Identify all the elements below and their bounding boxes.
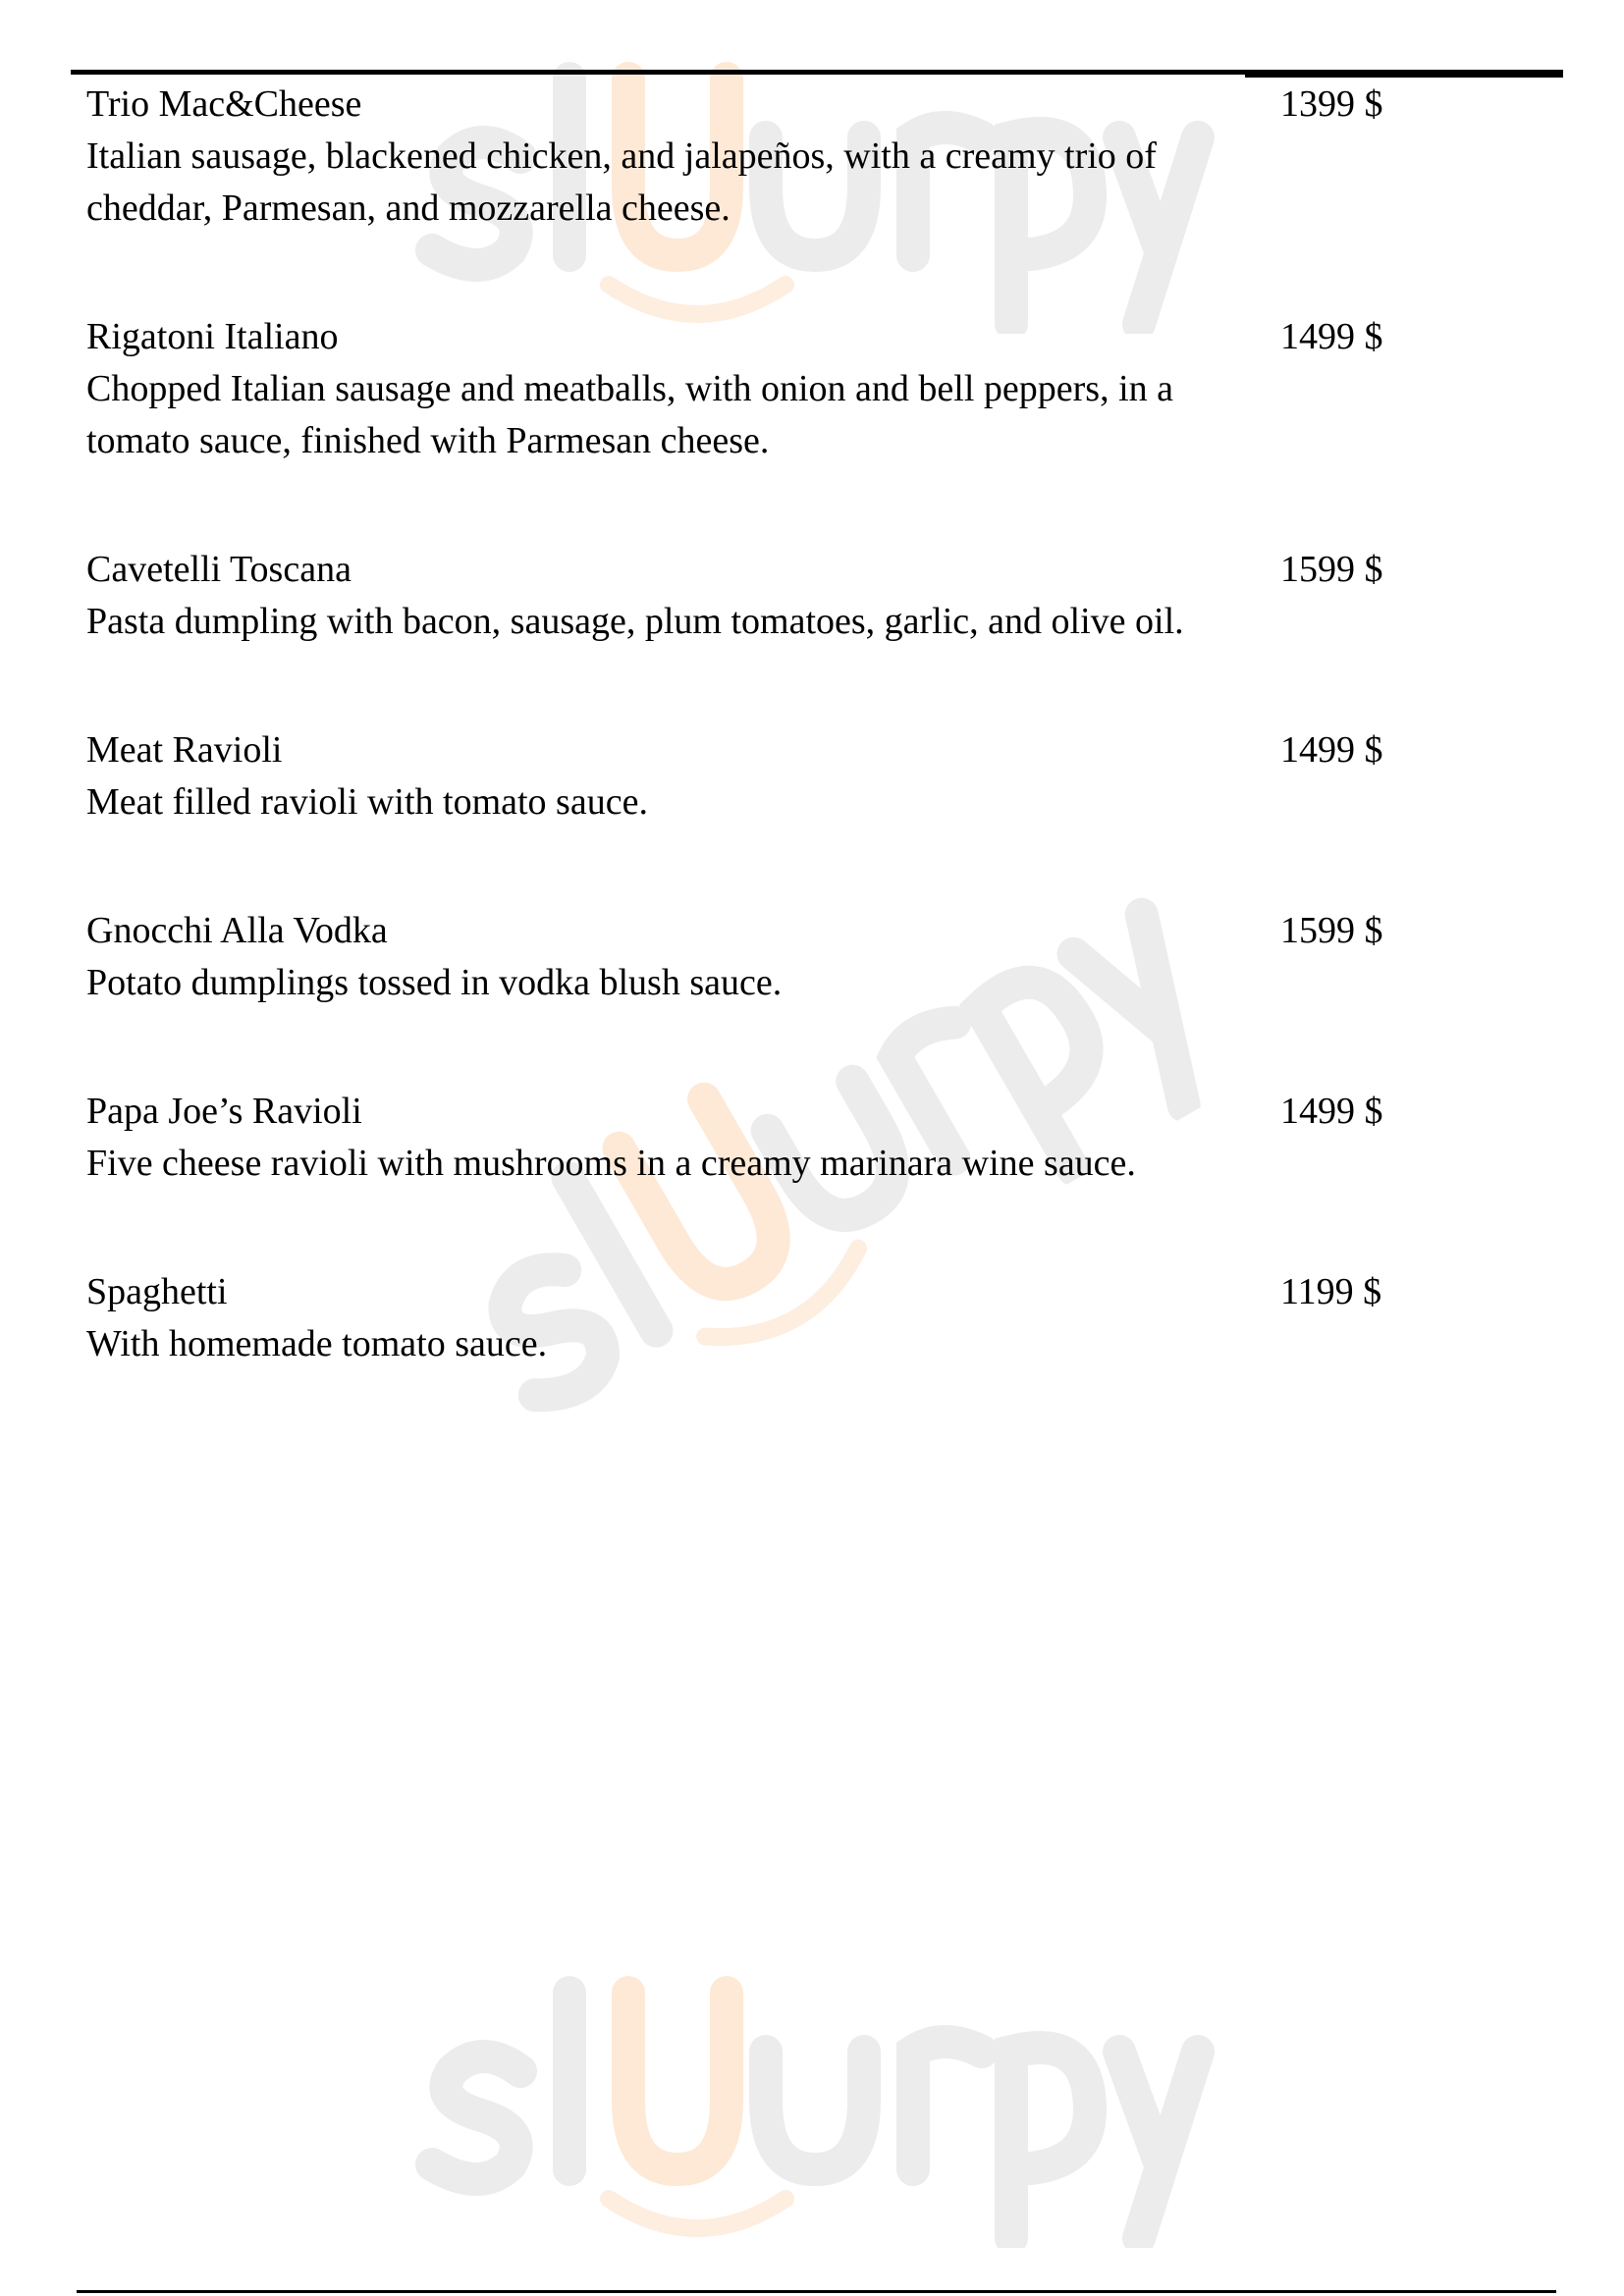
item-description: Meat filled ravioli with tomato sauce. xyxy=(86,781,648,823)
top-divider-price-column xyxy=(1245,70,1563,78)
item-price: 1199 $ xyxy=(1280,1271,1382,1312)
menu-item xyxy=(86,724,1563,828)
item-description: Italian sausage, blackened chicken, and jalapeños, with a creamy trio of cheddar, Parmesan, and mozzarella cheese. xyxy=(86,135,1157,229)
item-price: 1399 $ xyxy=(1280,83,1383,125)
item-description: Five cheese ravioli with mushrooms in a creamy marinara wine sauce. xyxy=(86,1143,1136,1184)
menu-item xyxy=(86,1086,1563,1190)
item-description: Potato dumplings tossed in vodka blush sauce. xyxy=(86,962,783,1003)
bottom-divider xyxy=(77,2290,1556,2293)
item-name: Rigatoni Italiano xyxy=(86,316,339,357)
menu-item xyxy=(86,1266,1563,1370)
item-name: Trio Mac&Cheese xyxy=(86,83,362,125)
item-description: Chopped Italian sausage and meatballs, with onion and bell peppers, in a tomato sauce, finished with Parmesan cheese. xyxy=(86,368,1173,461)
item-description: Pasta dumpling with bacon, sausage, plum tomatoes, garlic, and olive oil. xyxy=(86,601,1184,642)
item-price: 1599 $ xyxy=(1280,910,1383,951)
menu-item xyxy=(86,905,1563,1009)
watermark-logo xyxy=(412,1953,1218,2248)
item-name: Cavetelli Toscana xyxy=(86,549,352,590)
menu-item xyxy=(86,544,1563,648)
item-name: Gnocchi Alla Vodka xyxy=(86,910,388,951)
item-price: 1499 $ xyxy=(1280,316,1383,357)
item-price: 1499 $ xyxy=(1280,1091,1383,1132)
item-price: 1599 $ xyxy=(1280,549,1383,590)
menu-item xyxy=(86,79,1563,235)
menu-item xyxy=(86,311,1563,467)
item-description: With homemade tomato sauce. xyxy=(86,1323,548,1364)
menu-list xyxy=(86,79,1563,1447)
item-name: Spaghetti xyxy=(86,1271,228,1312)
item-name: Papa Joe’s Ravioli xyxy=(86,1091,362,1132)
item-price: 1499 $ xyxy=(1280,729,1383,771)
top-divider xyxy=(71,70,1245,75)
item-name: Meat Ravioli xyxy=(86,729,283,771)
